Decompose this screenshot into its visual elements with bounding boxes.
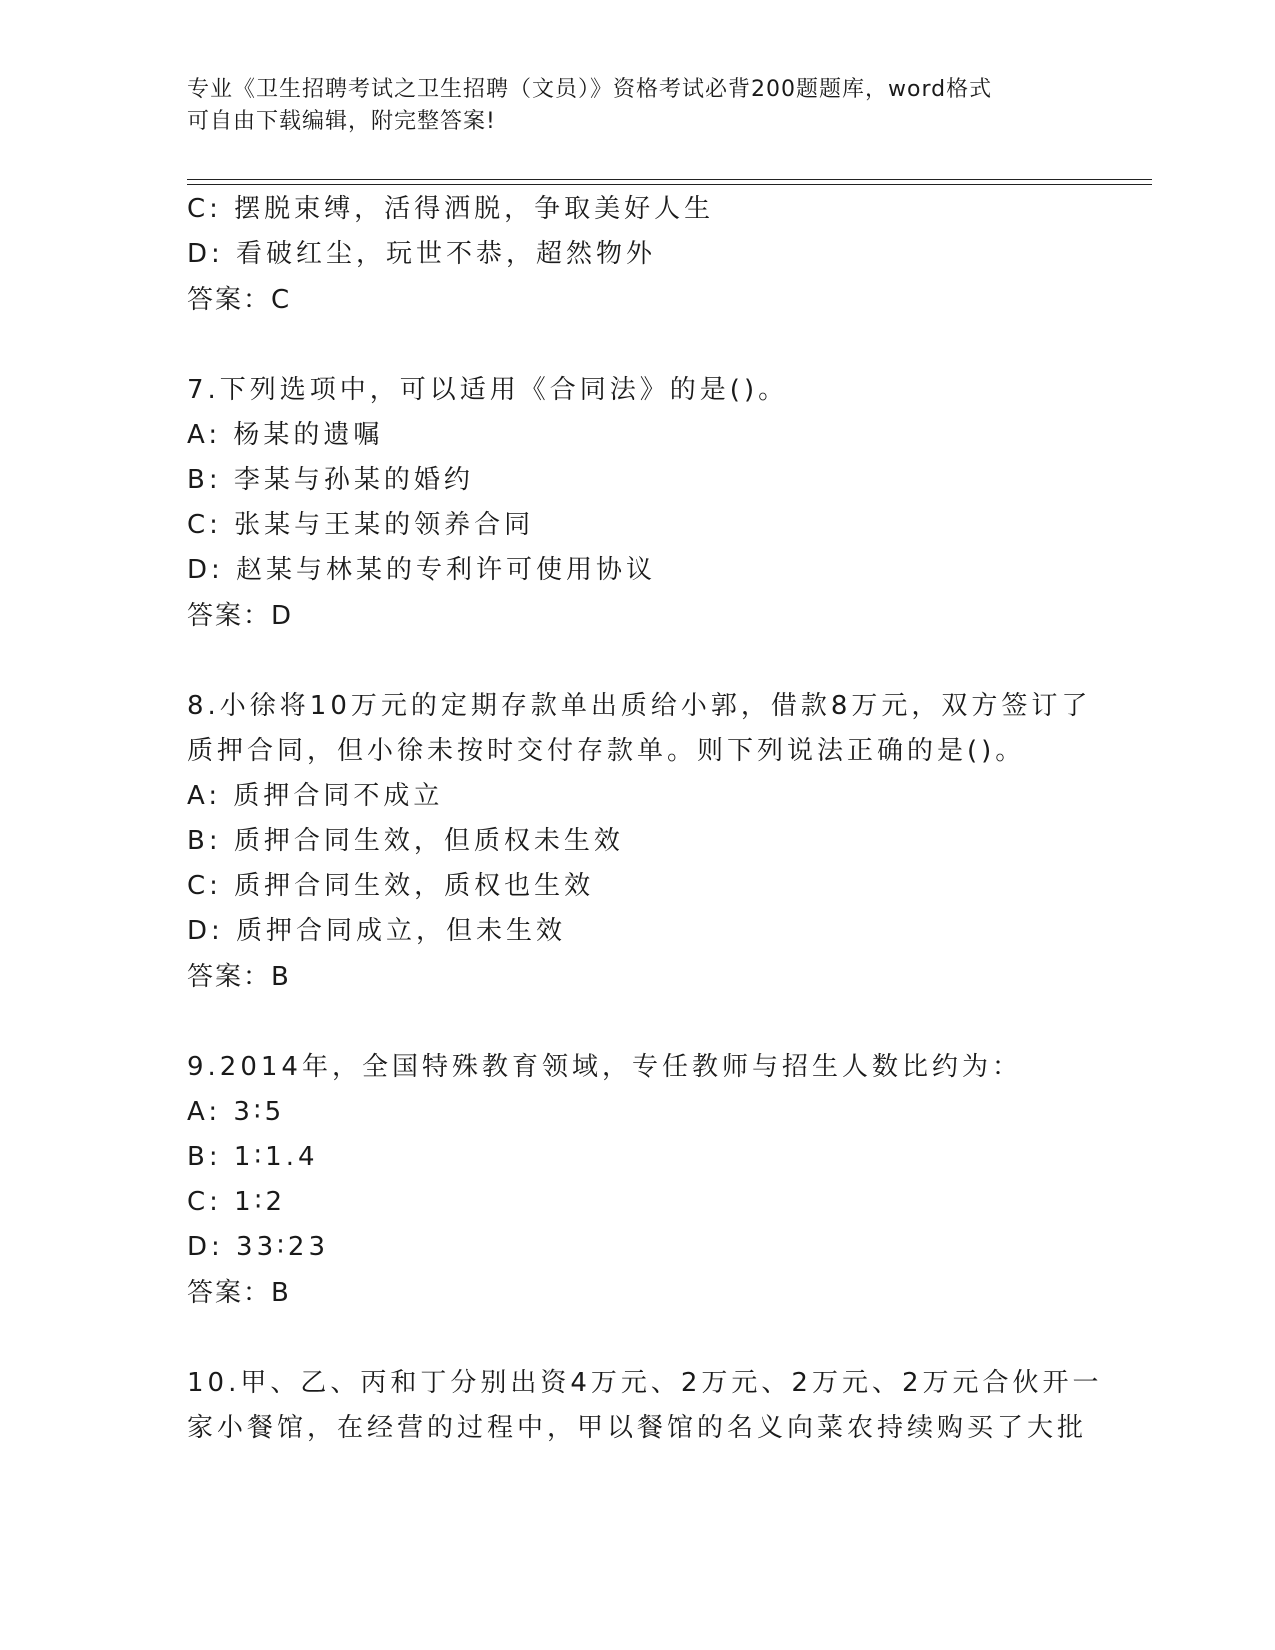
header-line-2: 可自由下载编辑，附完整答案! bbox=[187, 109, 496, 134]
question-8 bbox=[187, 684, 1092, 1000]
option-b: B: 质押合同生效，但质权未生效 bbox=[187, 826, 624, 856]
option-b: B: 1∶1.4 bbox=[187, 1142, 319, 1172]
spacer bbox=[187, 1316, 1087, 1361]
option-c: C: 张某与王某的领养合同 bbox=[187, 510, 535, 540]
option-d: D: 看破红尘，玩世不恭，超然物外 bbox=[187, 239, 657, 269]
document-header bbox=[187, 74, 1087, 138]
option-d: D: 赵某与林某的专利许可使用协议 bbox=[187, 555, 657, 585]
question-stem: 10.甲、乙、丙和丁分别出资4万元、2万元、2万元、2万元合伙开一 bbox=[187, 1368, 1103, 1398]
header-line-1: 专业《卫生招聘考试之卫生招聘（文员）》资格考试必背200题题库，word格式 bbox=[187, 77, 993, 102]
question-stem: 9.2014年，全国特殊教育领域，专任教师与招生人数比约为： bbox=[187, 1052, 1022, 1082]
question-stem-continued: 家小餐馆，在经营的过程中，甲以餐馆的名义向菜农持续购买了大批 bbox=[187, 1413, 1088, 1443]
option-c: C: 摆脱束缚，活得洒脱，争取美好人生 bbox=[187, 194, 715, 224]
option-a: A: 3∶5 bbox=[187, 1097, 286, 1127]
question-partial bbox=[187, 187, 1087, 323]
answer: 答案：B bbox=[187, 962, 291, 992]
spacer bbox=[187, 1000, 1087, 1045]
question-stem: 7.下列选项中，可以适用《合同法》的是()。 bbox=[187, 375, 789, 405]
option-b: B: 李某与孙某的婚约 bbox=[187, 465, 474, 495]
header-divider-bottom bbox=[187, 184, 1152, 185]
option-a: A: 杨某的遗嘱 bbox=[187, 420, 384, 450]
option-a: A: 质押合同不成立 bbox=[187, 781, 444, 811]
question-stem-continued: 质押合同，但小徐未按时交付存款单。则下列说法正确的是()。 bbox=[187, 736, 1026, 766]
question-9 bbox=[187, 1045, 1087, 1316]
answer: 答案：C bbox=[187, 285, 292, 315]
header-divider-top bbox=[187, 179, 1152, 180]
spacer bbox=[187, 323, 1087, 368]
answer: 答案：D bbox=[187, 601, 294, 631]
document-body bbox=[187, 187, 1103, 1451]
option-d: D: 质押合同成立，但未生效 bbox=[187, 916, 567, 946]
option-c: C: 质押合同生效，质权也生效 bbox=[187, 871, 595, 901]
question-7 bbox=[187, 368, 1087, 639]
spacer bbox=[187, 639, 1087, 684]
question-stem: 8.小徐将10万元的定期存款单出质给小郭，借款8万元，双方签订了 bbox=[187, 691, 1092, 721]
answer: 答案：B bbox=[187, 1278, 291, 1308]
question-10 bbox=[187, 1361, 1103, 1451]
option-d: D: 33∶23 bbox=[187, 1232, 329, 1262]
option-c: C: 1∶2 bbox=[187, 1187, 287, 1217]
